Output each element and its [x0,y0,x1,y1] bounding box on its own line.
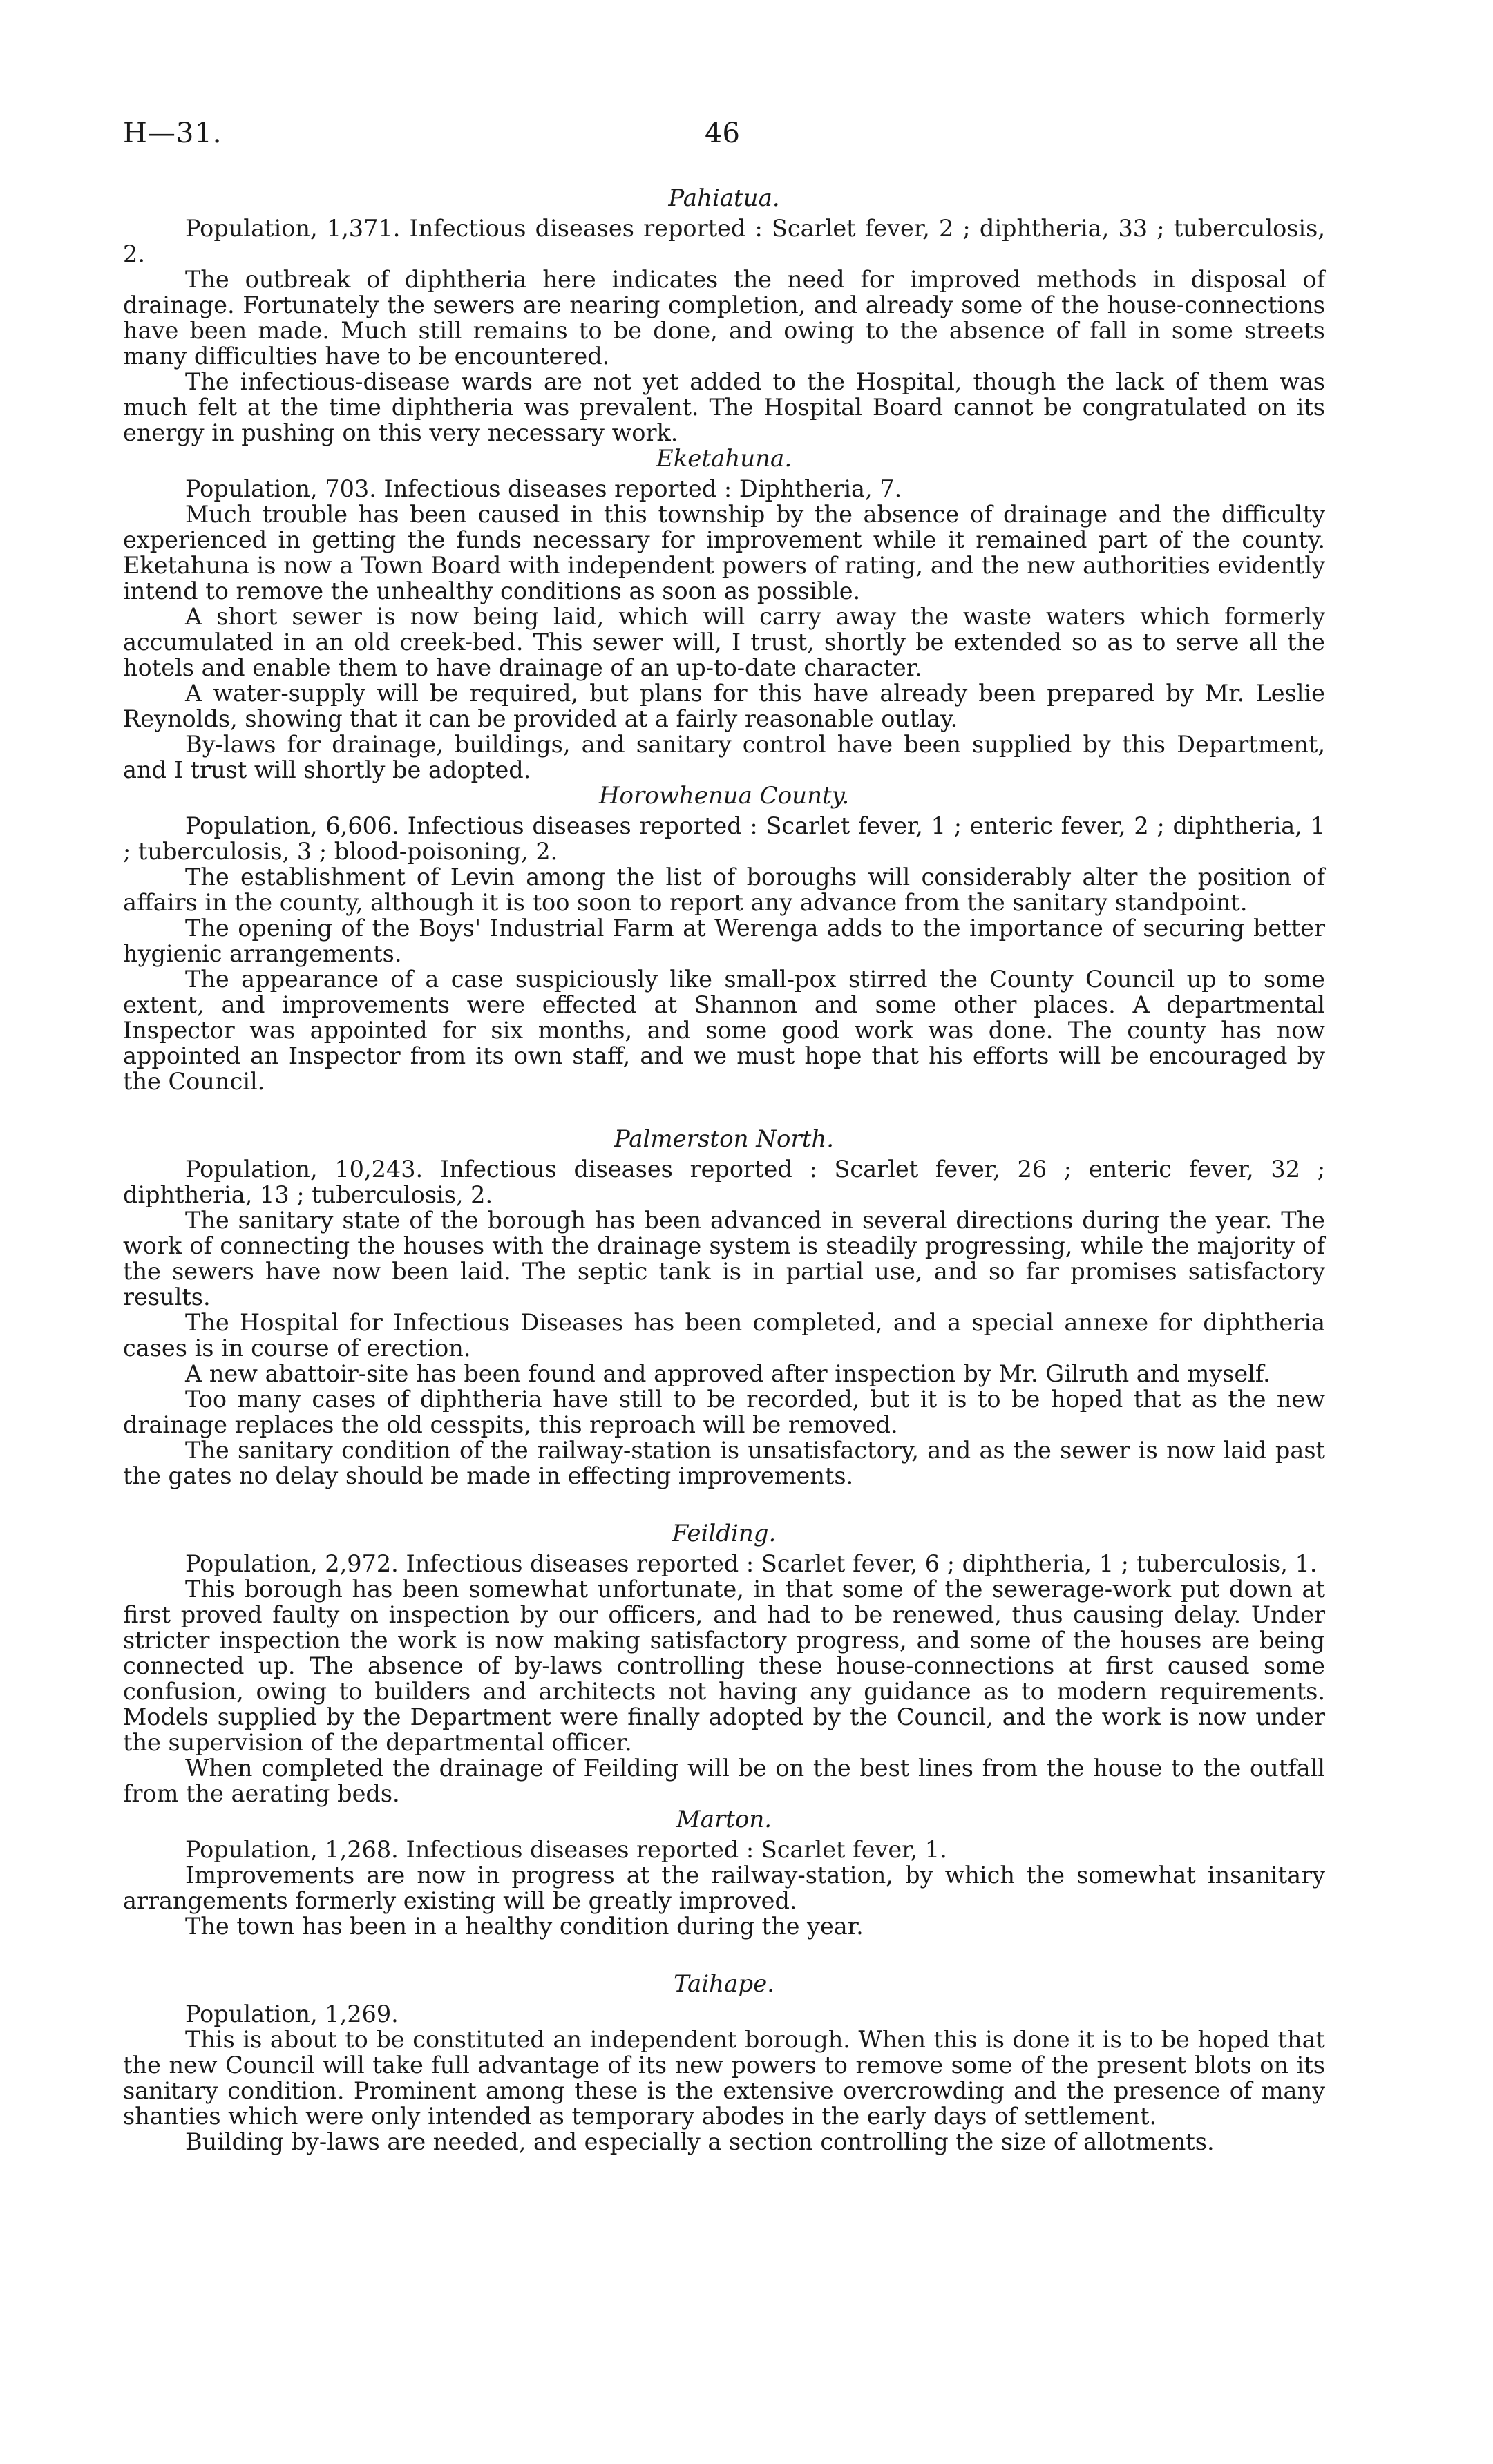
paragraph: This is about to be constituted an independent borough. When this is done it is to be hoped that the new Council will take full advantage of its new powers to remove some of the present blots on its sanitary condition. Prominent among these is the extensive overcrowding and the presence of many shanties which were only intended as temporary abodes in the early days of settlement. [123,2026,1325,2130]
section-spacer [123,1489,1325,1520]
section-heading: Marton. [676,1806,772,1833]
section-heading: Pahiatua. [668,184,780,212]
paragraph: Building by-laws are needed, and especially a section controlling the size of allotments. [185,2128,1215,2155]
report-body [123,185,1325,2155]
paragraph: This borough has been somewhat unfortunate, in that some of the sewerage-work put down at first proved faulty on inspection by our officers, and had to be renewed, thus causing delay. Under stricter inspection the work is now making satisfactory progress, and some of the houses are being connected up. The absence of by-laws controlling these house-connections at first caused some confusion, owing to builders and architects not having any guidance as to modern requirements. Models supplied by the Department were finally adopted by the Council, and the work is now under the supervision of the departmental officer. [123,1576,1325,1756]
section-taihape [123,1971,1325,2155]
page-number: 46 [705,117,740,149]
section-marton [123,1806,1325,1939]
paragraph: Population, 1,268. Infectious diseases reported : Scarlet fever, 1. [185,1836,947,1863]
paragraph: Too many cases of diphtheria have still to be recorded, but it is to be hoped that as the new drainage replaces the old cesspits, this reproach will be removed. [123,1386,1325,1438]
section-feilding [123,1520,1325,1806]
section-heading: Eketahuna. [656,445,792,472]
section-heading: Feilding. [672,1520,777,1547]
paragraph: The town has been in a healthy condition during the year. [185,1913,864,1940]
paragraph: The Hospital for Infectious Diseases has been completed, and a special annexe for diphtheria cases is in course of erection. [123,1309,1325,1362]
section-pahiatua [123,185,1325,446]
section-heading: Taihape. [673,1970,775,1998]
section-spacer [123,1939,1325,1971]
paragraph: Population, 2,972. Infectious diseases reported : Scarlet fever, 6 ; diphtheria, 1 ; tuberculosis, 1. [185,1550,1318,1577]
paragraph: Much trouble has been caused in this township by the absence of drainage and the difficulty experienced in getting the funds necessary for improvement while it remained part of the county. Eketahuna is now a Town Board with independent powers of rating, and the new authorities evidently intend to remove the unhealthy conditions as soon as possible. [123,501,1325,604]
section-spacer [123,1094,1325,1126]
paragraph: Population, 1,371. Infectious diseases reported : Scarlet fever, 2 ; diphtheria, 33 ; tuberculosis, 2. [123,215,1325,267]
paragraph: Population, 6,606. Infectious diseases reported : Scarlet fever, 1 ; enteric fever, 2 ; diphtheria, 1 ; tuberculosis, 3 ; blood-poisoning, 2. [123,812,1325,865]
paragraph: The opening of the Boys' Industrial Farm at Werenga adds to the importance of securing better hygienic arrangements. [123,915,1325,967]
report-code: H—31. [123,117,222,149]
paragraph: The establishment of Levin among the list of boroughs will considerably alter the position of affairs in the county, although it is too soon to report any advance from the sanitary standpoint. [123,863,1325,916]
paragraph: A water-supply will be required, but plans for this have already been prepared by Mr. Leslie Reynolds, showing that it can be provided at a fairly reasonable outlay. [123,680,1325,732]
section-eketahuna [123,446,1325,783]
paragraph: The appearance of a case suspiciously like small-pox stirred the County Council up to some extent, and improvements were effected at Shannon and some other places. A departmental Inspector was appointed for six months, and some good work was done. The county has now appointed an Inspector from its own staff, and we must hope that his efforts will be encouraged by the Council. [123,966,1325,1095]
paragraph: The infectious-disease wards are not yet added to the Hospital, though the lack of them was much felt at the time diphtheria was prevalent. The Hospital Board cannot be congratulated on its energy in pushing on this very necessary work. [123,368,1325,446]
section-horowhenua-county [123,783,1325,1094]
paragraph: A new abattoir-site has been found and approved after inspection by Mr. Gilruth and myself. [185,1360,1271,1387]
paragraph: A short sewer is now being laid, which will carry away the waste waters which formerly accumulated in an old creek-bed. This sewer will, I trust, shortly be extended so as to serve all the hotels and enable them to have drainage of an up-to-date character. [123,603,1325,681]
paragraph: By-laws for drainage, buildings, and sanitary control have been supplied by this Department, and I trust will shortly be adopted. [123,731,1325,783]
paragraph: When completed the drainage of Feilding will be on the best lines from the house to the outfall from the aerating beds. [123,1755,1325,1807]
paragraph: Population, 703. Infectious diseases reported : Diphtheria, 7. [185,475,902,502]
paragraph: The sanitary condition of the railway-station is unsatisfactory, and as the sewer is now laid past the gates no delay should be made in effecting improvements. [123,1437,1325,1489]
paragraph: Population, 10,243. Infectious diseases reported : Scarlet fever, 26 ; enteric fever, 32 ; diphtheria, 13 ; tuberculosis, 2. [123,1156,1325,1208]
section-heading: Palmerston North. [614,1125,835,1153]
section-heading: Horowhenua County. [598,782,850,810]
paragraph: The outbreak of diphtheria here indicates the need for improved methods in disposal of drainage. Fortunately the sewers are nearing completion, and already some of the house-connections have been made. Much still remains to be done, and owing to the absence of fall in some streets many difficulties have to be encountered. [123,266,1325,370]
paragraph: Improvements are now in progress at the railway-station, by which the somewhat insanitary arrangements formerly existing will be greatly improved. [123,1862,1325,1914]
section-palmerston-north [123,1126,1325,1489]
paragraph: The sanitary state of the borough has been advanced in several directions during the year. The work of connecting the houses with the drainage system is steadily progressing, while the majority of the sewers have now been laid. The septic tank is in partial use, and so far promises satisfactory results. [123,1207,1325,1310]
paragraph: Population, 1,269. [185,2000,399,2027]
